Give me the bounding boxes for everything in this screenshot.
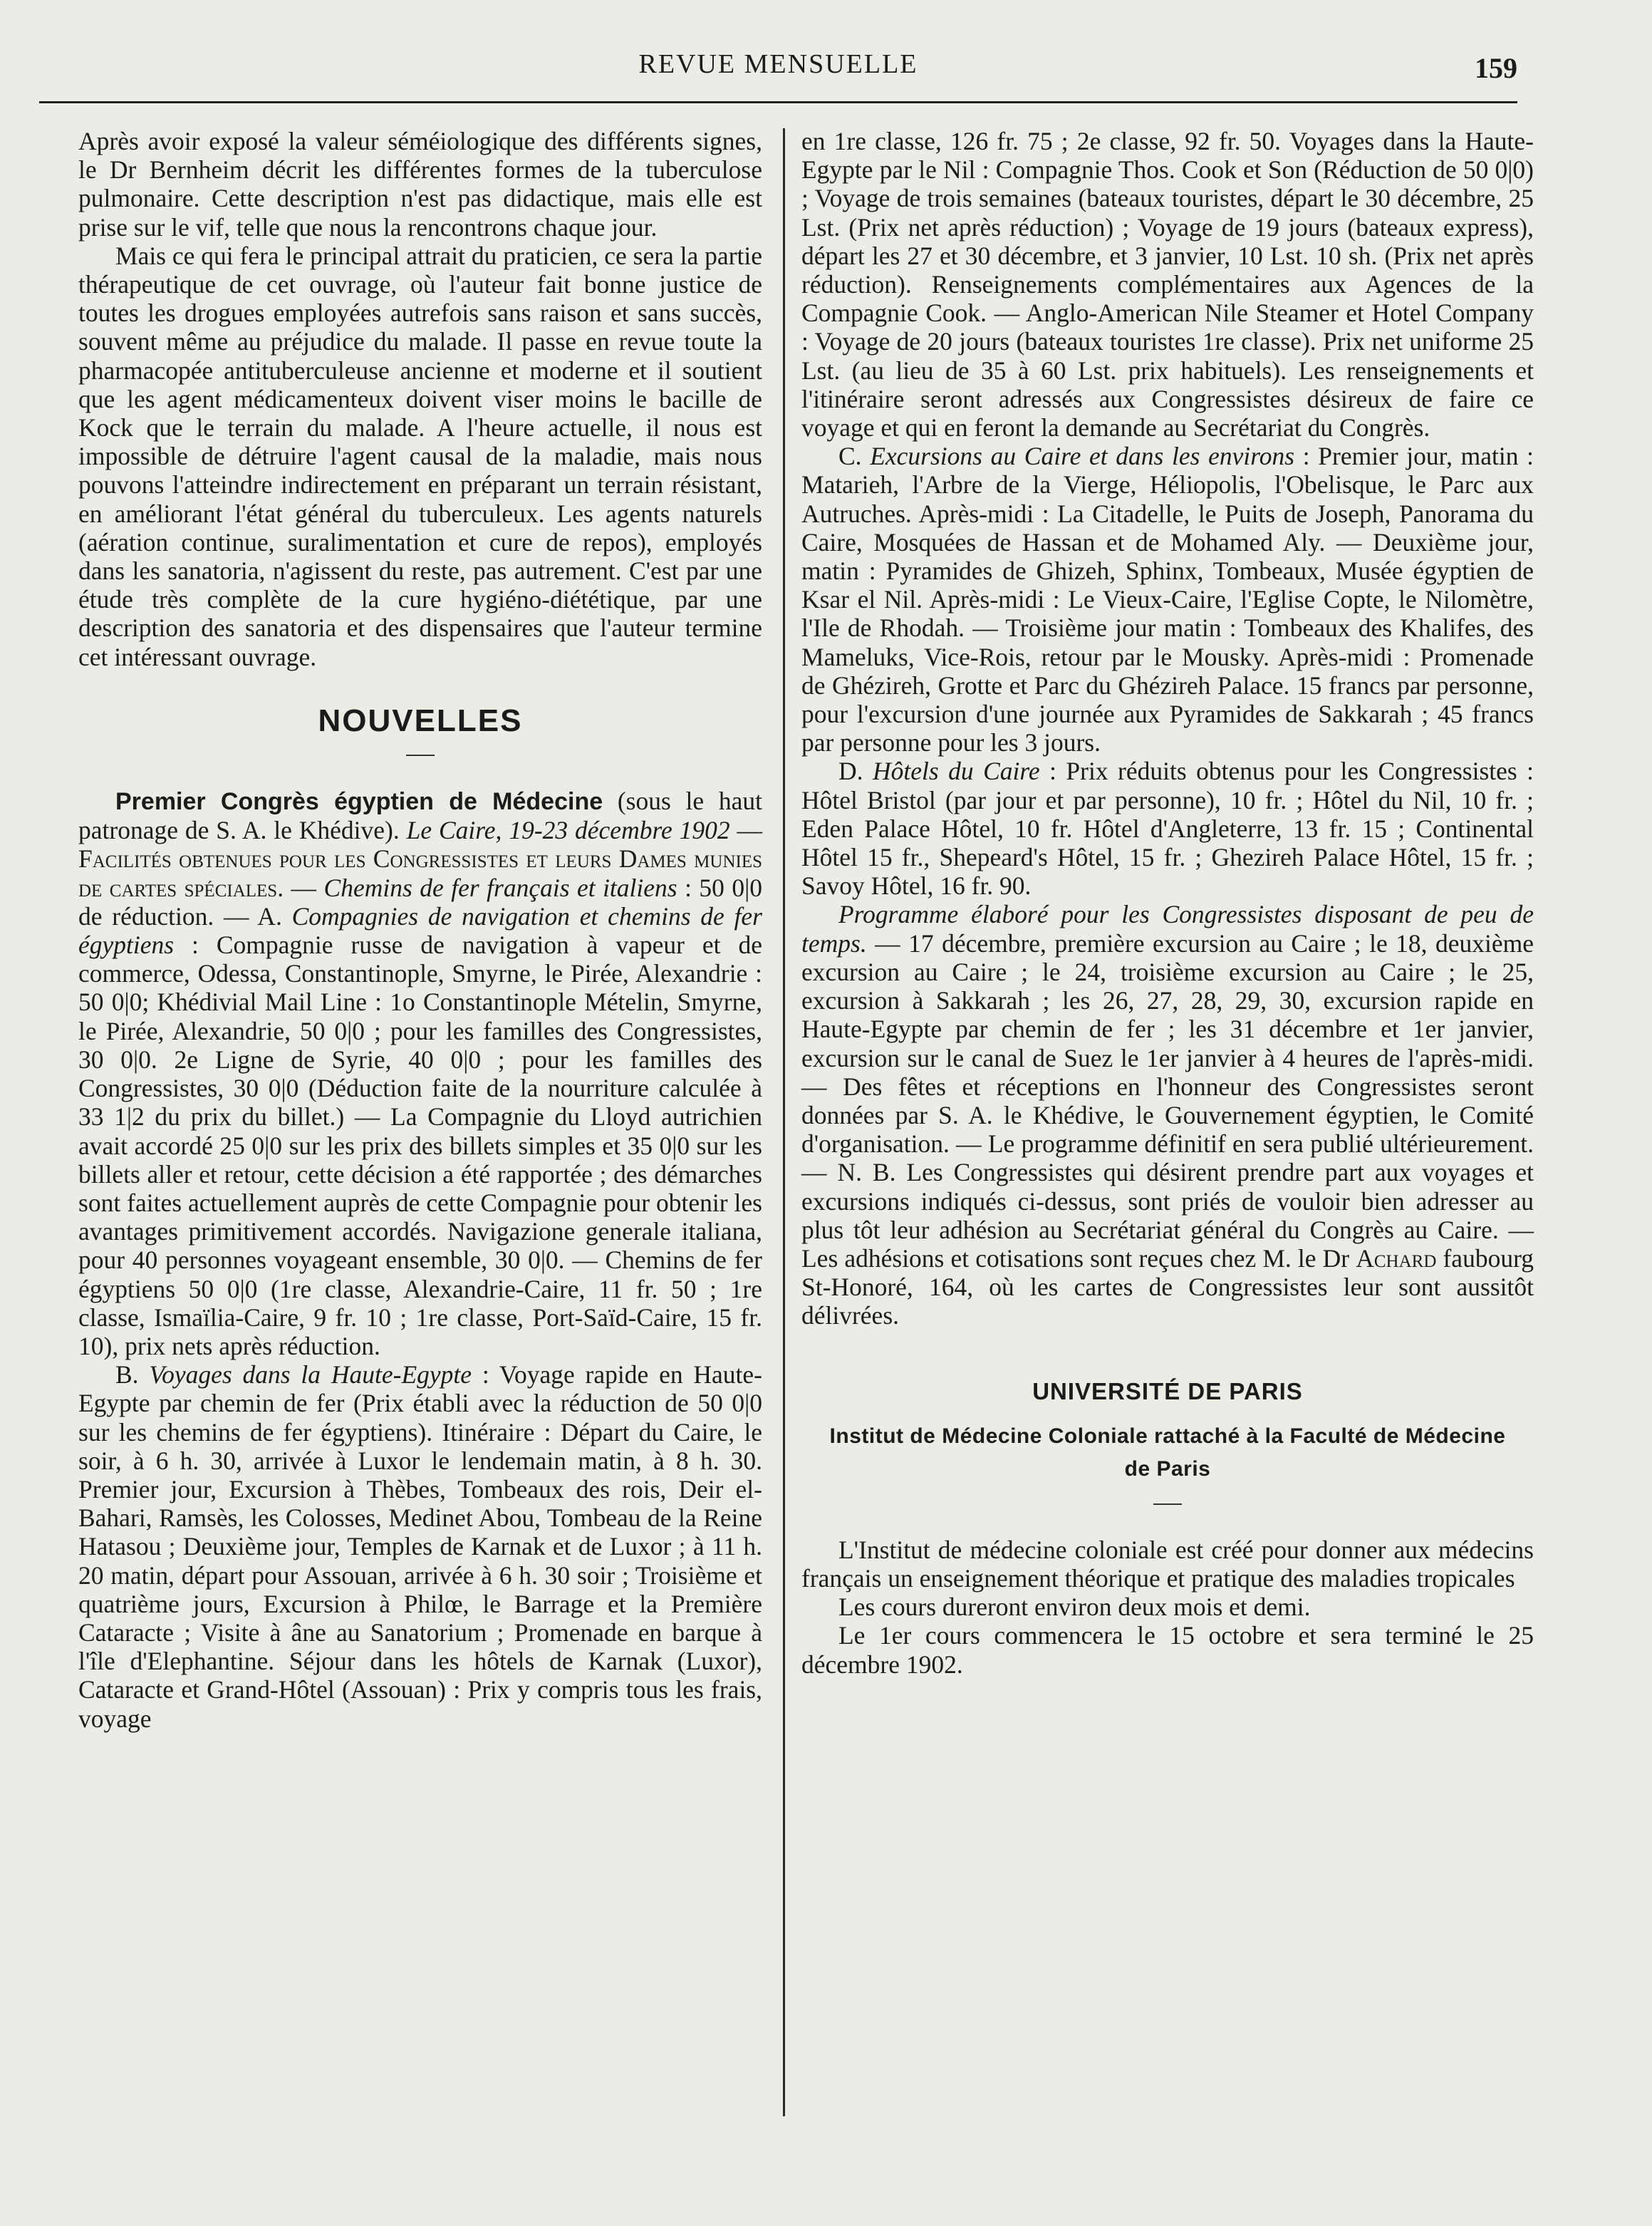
- excursions-text: : Premier jour, matin : Matarieh, l'Arbre de la Vierge, Héliopolis, l'Obelisque, le Parc aux Autruches. Après-midi : La Citadelle, le Puits de Joseph, Panorama du Caire, Mosquées de Hassan et de Mohamed Aly. — Deuxième jour, matin : Pyramides de Ghizeh, Sphinx, Tombeaux, Musée égyptien de Ksar el Nil. Après-midi : Le Vieux-Caire, l'Eglise Copte, le Nilomètre, l'Ile de Rhodah. — Troisième jour matin : Tombeaux des Khalifes, des Mameluks, Vice-Rois, retour par le Mousky. Après-midi : Promenade de Ghézireh, Grotte et Parc du Ghézireh Palace. 15 francs par personne, pour l'excursion d'une journée aux Pyramides de Sakkarah ; 45 francs par personne pour les 3 jours.: [801, 442, 1534, 757]
- excursions-letter: C.: [838, 442, 871, 471]
- congres-title: Premier Congrès égyptien de Médecine: [115, 788, 603, 816]
- programme-text-end: faubourg St-Honoré, 164, où les cartes de Congressistes leur sont aussitôt délivrées.: [801, 1243, 1534, 1330]
- programme-text: — 17 décembre, première excursion au Caire ; le 18, deuxième excursion au Caire ; le 24, troisième excursion au Caire ; le 25, excursion à Sakkarah ; les 26, 27, 28, 29, 30, excursion rapide en Haute-Egypte par chemin de fer ; les 31 décembre et 1er janvier, excursion sur le canal de Suez le 1er janvier à 4 heures de l'après-midi. — Des fêtes et réceptions en l'honneur des Congressistes seront données par S. A. le Khédive, le Gouvernement égyptien, le Comité d'organisation. — Le programme définitif en sera publié ultérieurement. — N. B. Les Congressistes qui désirent prendre part aux voyages et excursions indiqués ci-dessus, sont priés de vouloir bien adresser au plus tôt leur adhésion au Secrétariat général du Congrès au Caire. — Les adhésions et cotisations sont reçues chez M. le Dr: [801, 928, 1534, 1273]
- voyages-text: : Voyage rapide en Haute-Egypte par chemin de fer (Prix établi avec la réduction de 50 0|0 sur les chemins de fer égyptiens). Itinéraire : Départ du Caire, le soir, à 6 h. 30, arrivée à Luxor le lendemain matin, à 8 h. 30. Premier jour, Excursion à Thèbes, Tombeaux des rois, Deir el-Bahari, Ramsès, les Colosses, Medinet Abou, Tombeau de la Reine Hatasou ; Deuxième jour, Temples de Karnak et de Luxor ; à 11 h. 20 matin, départ pour Assouan, arrivée à 6 h. 30 soir ; Troisième et quatrième jours, Excursion à Philœ, le Barrage et la Première Cataracte ; Visite à âne au Sanatorium ; Promenade en barque à l'île d'Elephantine. Séjour dans les hôtels de Karnak (Luxor), Cataracte et Grand-Hôtel (Assouan) : Prix y compris tous les frais, voyage: [78, 1360, 762, 1733]
- institut-paragraph-2: Les cours dureront environ deux mois et demi.: [838, 1593, 1311, 1622]
- review-paragraph-1: Après avoir exposé la valeur séméiologique des différents signes, le Dr Bernheim décrit les différentes formes de la tuberculose pulmonaire. Cette description n'est pas didactique, mais elle est prise sur le vif, telle que nous la rencontrons chaque jour.: [78, 127, 762, 242]
- congres-text-g: : 50 0|0 de réduction. — A.: [78, 873, 762, 931]
- voyages-heading: Voyages dans la Haute-Egypte: [149, 1360, 472, 1389]
- congres-text-a: (sous le haut patronage de S. A. le Khédive).: [78, 787, 762, 845]
- left-column: [78, 127, 762, 1733]
- congres-dash-2: —: [284, 873, 324, 902]
- universite-title: UNIVERSITÉ DE PARIS: [1032, 1377, 1303, 1404]
- congres-dash: —: [729, 816, 763, 845]
- congres-chemins-fer: Chemins de fer français et italiens: [323, 873, 677, 902]
- voyages-paragraph: [78, 1360, 762, 1733]
- voyages-letter: B.: [115, 1360, 150, 1389]
- congres-facilites: Facilités obtenues pour les Congressistes et leurs Dames munies de cartes spéciales.: [78, 844, 762, 902]
- congres-dates: Le Caire, 19-23 décembre 1902: [406, 816, 730, 845]
- excursions-heading: Excursions au Caire et dans les environs: [870, 442, 1295, 471]
- institut-subtitle: Institut de Médecine Coloniale rattaché à la Faculté de Médecine de Paris: [829, 1424, 1506, 1481]
- programme-achard: Achard: [1356, 1243, 1437, 1273]
- section-title-nouvelles: NOUVELLES: [318, 703, 523, 738]
- review-paragraph-2: Mais ce qui fera le principal attrait du praticien, ce sera la partie thérapeutique de cet ouvrage, où l'auteur fait bonne justice de toutes les drogues employées autrefois sans raison et sans succès, souvent même au préjudice du malade. Il passe en revue toute la pharmacopée antituberculeuse ancienne et moderne et il soutient que les agent médicamenteux doivent viser moins le bacille de Kock que le terrain du malade. A l'heure actuelle, il nous est impossible de détruire l'agent causal de la maladie, mais nous pouvons l'atteindre indirectement en préparant un terrain résistant, en améliorant l'état général du tuberculeux. Les agents naturels (aération continue, suralimentation et cure de repos), employés dans les sanatoria, n'agissent du reste, pas autrement. C'est par une étude très complète de la cure hygiéno-diététique, par une description des sanatoria et des dispensaires que l'auteur termine cet intéressant ouvrage.: [78, 241, 762, 671]
- header-rule: [39, 101, 1517, 103]
- congres-compagnies: Compagnies de navigation et chemins de fer égyptiens: [78, 901, 763, 960]
- excursions-paragraph: [801, 442, 1534, 757]
- institut-paragraph-3: Le 1er cours commencera le 15 octobre et sera terminé le 25 décembre 1902.: [801, 1621, 1534, 1679]
- hotels-heading: Hôtels du Caire: [872, 757, 1040, 786]
- page-header: [39, 43, 1517, 107]
- institut-paragraph-1: L'Institut de médecine coloniale est créé pour donner aux médecins français un enseignement théorique et pratique des maladies tropicales: [801, 1535, 1534, 1593]
- hotels-letter: D.: [838, 757, 873, 786]
- hotels-paragraph: [801, 757, 1534, 900]
- programme-paragraph: [801, 900, 1534, 1330]
- page-number: 159: [1475, 52, 1517, 84]
- column-divider: [783, 128, 785, 2116]
- hotels-text: : Prix réduits obtenus pour les Congressistes : Hôtel Bristol (par jour et par personne), 10 fr. ; Hôtel du Nil, 10 fr. ; Eden Palace Hôtel, 10 fr. Hôtel d'Angleterre, 13 fr. 15 ; Continental Hôtel 15 fr., Shepeard's Hôtel, 15 fr. ; Ghezireh Palace Hôtel, 15 fr. ; Savoy Hôtel, 16 fr. 90.: [801, 757, 1534, 901]
- running-title: REVUE MENSUELLE: [638, 49, 918, 79]
- right-column: [801, 127, 1534, 1679]
- congres-paragraph: [78, 787, 762, 1360]
- short-rule-2: [801, 1489, 1534, 1514]
- congres-text-i: : Compagnie russe de navigation à vapeur et de commerce, Odessa, Constantinople, Smyrne, le Pirée, Alexandrie : 50 0|0; Khédivial Mail Line : 1o Constantinople Mételin, Smyrne, le Pirée, Alexandrie, 50 0|0 ; pour les familles des Congressistes, 30 0|0. 2e Ligne de Syrie, 40 0|0 ; pour les familles des Congressistes, 30 0|0 (Déduction faite de la nourriture calculée à 33 1|2 du prix du billet.) — La Compagnie du Lloyd autrichien avait accordé 25 0|0 sur les prix des billets simples et 35 0|0 sur les billets aller et retour, cette décision a été rapportée ; des démarches sont faites actuellement auprès de cette Compagnie pour obtenir les avantages primitivement accordés. Navigazione generale italiana, pour 40 personnes voyageant ensemble, 30 0|0. — Chemins de fer égyptiens 50 0|0 (1re classe, Alexandrie-Caire, 11 fr. 50 ; 1re classe, Ismaïlia-Caire, 9 fr. 10 ; 1re classe, Port-Saïd-Caire, 15 fr. 10), prix nets après réduction.: [78, 931, 762, 1360]
- voyages-continued: en 1re classe, 126 fr. 75 ; 2e classe, 92 fr. 50. Voyages dans la Haute-Egypte par le Nil : Compagnie Thos. Cook et Son (Réduction de 50 0|0) ; Voyage de trois semaines (bateaux touristes, départ le 30 décembre, 25 Lst. (Prix net après réduction) ; Voyage de 19 jours (bateaux express), départ les 27 et 30 décembre, et 3 janvier, 10 Lst. 10 sh. (Prix net après réduction). Renseignements complémentaires aux Agences de la Compagnie Cook. — Anglo-American Nile Steamer et Hotel Company : Voyage de 20 jours (bateaux touristes 1re classe). Prix net uniforme 25 Lst. (au lieu de 35 à 60 Lst. prix habituels). Les renseignements et l'itinéraire seront adressés aux Congressistes désireux de faire ce voyage et qui en feront la demande au Secrétariat du Congrès.: [801, 127, 1534, 442]
- programme-heading: Programme élaboré pour les Congressistes disposant de peu de temps.: [801, 900, 1534, 958]
- short-rule: [78, 740, 762, 765]
